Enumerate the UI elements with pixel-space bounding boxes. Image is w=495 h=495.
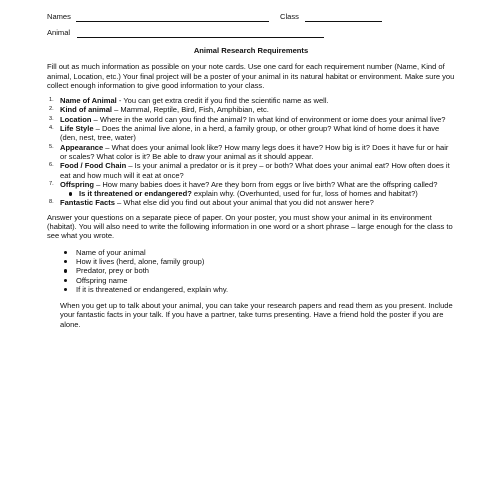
requirement-text: – Where in the world can you find the animal? In what kind of environment or iome does your animal live? bbox=[91, 114, 446, 124]
requirement-term: Fantastic Facts bbox=[60, 198, 115, 208]
bullet-icon bbox=[64, 288, 67, 291]
requirement-text: – Does the animal live alone, in a herd, a family group, or other group? What kind of home does it have (den, nest, tree, water) bbox=[60, 124, 440, 143]
list-item: Predator, prey or both bbox=[64, 266, 455, 275]
requirement-item: 8. Fantastic Facts – What else did you find out about your animal that you did not answer here? bbox=[49, 198, 374, 208]
intro-paragraph: Fill out as much information as possible on your note cards. Use one card for each requirement number (Name, Kind of animal, Location, etc.) Your final project will be a poster of your animal in its natural habitat or environment. Make sure you collect enough information to give good information to your class. bbox=[47, 62, 455, 90]
bullet-icon bbox=[64, 269, 67, 272]
threatened-text: explain why. (Overhunted, used for fur, loss of homes and habitat?) bbox=[191, 189, 418, 199]
requirement-text: – How many babies does it have? Are they born from eggs or live birth? What are the offspring called? bbox=[93, 179, 438, 189]
requirement-text: – What else did you find out about your animal that you did not answer here? bbox=[114, 198, 374, 208]
requirement-text: – What does your animal look like? How many legs does it have? How big is it? Does it have fur or hair or scales? What color is it? Be able to draw your animal as it should appear. bbox=[60, 142, 449, 161]
document-page bbox=[47, 12, 455, 329]
threatened-term: Is it threatened or endangered? bbox=[79, 189, 192, 199]
requirement-text: – Is your animal a predator or is it prey – or both? What does your animal eat? How often does it eat and how much will it eat at once? bbox=[60, 161, 450, 180]
requirement-term: Kind of animal bbox=[60, 105, 112, 115]
closing-paragraph: When you get up to talk about your animal, you can take your research papers and read them as you present. Include your fantastic facts in your talk. If you have a partner, take turns presenting. Have a friend hold the poster if you are alone. bbox=[60, 301, 453, 329]
requirement-text: - You can get extra credit if you find the scientific name as well. bbox=[116, 96, 329, 106]
animal-label: Animal bbox=[47, 28, 71, 37]
bullet-icon bbox=[69, 192, 72, 195]
poster-items-list bbox=[47, 248, 455, 294]
requirement-item: 7. Offspring – How many babies does it have? Are they born from eggs or live birth? What are the offspring called? Is it threatened or endangered? explain why. (Overhunted, used for fur, loss of homes and habitat?) bbox=[60, 180, 455, 199]
requirement-item: 4. Life Style – Does the animal live alone, in a herd, a family group, or other group? What kind of home does it have (den, nest, tree, water) bbox=[49, 124, 440, 143]
requirement-term: Life Style bbox=[60, 124, 94, 134]
requirement-text: – Mammal, Reptile, Bird, Fish, Amphibian, etc. bbox=[112, 105, 269, 115]
list-item: Offspring name bbox=[64, 276, 455, 285]
threatened-subitem bbox=[68, 189, 455, 198]
bullet-icon bbox=[64, 251, 67, 254]
requirement-item: 1. Name of Animal - You can get extra credit if you find the scientific name as well. bbox=[49, 96, 329, 106]
answer-paragraph: Answer your questions on a separate piece of paper. On your poster, you must show your animal in its environment (habitat). You will also need to write the following information in one word or a short phrase – large enough for the class to see what you wrote. bbox=[47, 212, 453, 241]
names-label: Names bbox=[47, 12, 71, 21]
bullet-icon bbox=[64, 279, 67, 282]
requirement-term: Offspring bbox=[60, 179, 94, 189]
requirement-item: 3. Location – Where in the world can you find the animal? In what kind of environment or iome does your animal live? bbox=[49, 114, 446, 124]
requirement-term: Appearance bbox=[60, 142, 104, 152]
requirements-list bbox=[47, 96, 455, 208]
animal-row bbox=[47, 28, 455, 40]
animal-line bbox=[77, 37, 324, 38]
class-line bbox=[305, 21, 382, 22]
list-item: How it lives (herd, alone, family group) bbox=[64, 257, 455, 266]
requirement-item: 2. Kind of animal – Mammal, Reptile, Bird, Fish, Amphibian, etc. bbox=[49, 105, 269, 115]
bullet-icon bbox=[64, 260, 67, 263]
requirement-item: 6. Food / Food Chain – Is your animal a predator or is it prey – or both? What does your animal eat? How often does it eat and how much will it eat at once? bbox=[49, 161, 450, 180]
names-line bbox=[76, 21, 269, 22]
requirement-term: Name of Animal bbox=[60, 96, 117, 106]
requirement-term: Food / Food Chain bbox=[60, 161, 127, 171]
names-row bbox=[47, 12, 455, 24]
list-item: Name of your animal bbox=[64, 248, 455, 257]
class-label: Class bbox=[280, 12, 299, 21]
requirement-term: Location bbox=[60, 114, 92, 124]
list-item: If it is threatened or endangered, explain why. bbox=[64, 285, 455, 294]
requirement-item: 5. Appearance – What does your animal look like? How many legs does it have? How big is it? Does it have fur or hair or scales? What color is it? Be able to draw your animal as it should appear. bbox=[49, 142, 449, 161]
page-title: Animal Research Requirements bbox=[193, 46, 309, 55]
